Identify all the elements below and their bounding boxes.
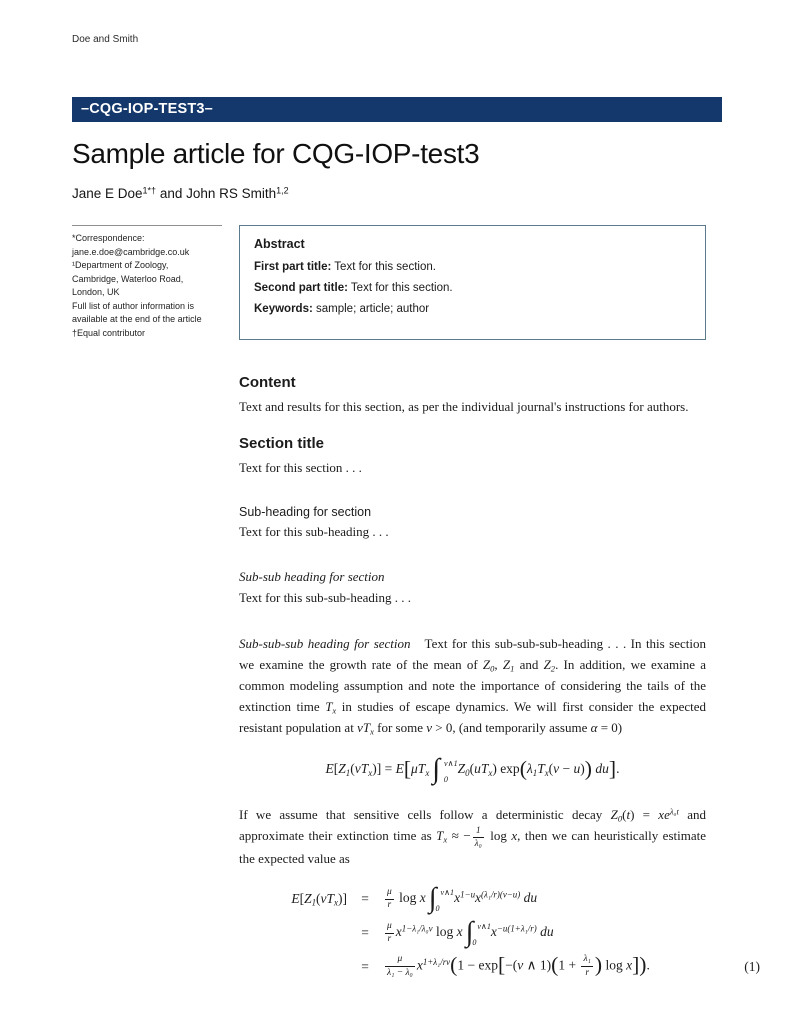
note-line-email: jane.e.doe@cambridge.co.uk (72, 246, 190, 257)
article-title: Sample article for CQG-IOP-test3 (72, 138, 480, 169)
section-title-heading: Section title (239, 435, 325, 452)
equation-number: (1) (744, 958, 760, 974)
left-gutter (72, 374, 222, 988)
abstract-heading: Abstract (254, 237, 305, 251)
abstract-row-second-part (254, 282, 691, 294)
abstract-row-text: Text for this section. (347, 282, 453, 294)
authors-separator: and (156, 186, 187, 201)
equals-sign: = (361, 891, 369, 907)
equation-row-1 (239, 883, 706, 915)
subsub-heading-body: Text for this sub-sub-heading . . . (239, 590, 412, 605)
content-heading: Content (239, 374, 296, 391)
equation-display: $E[Z_1(vT_x)] = E[\mu T_x$ ∫ v∧1 0 $Z_0(uT_x) \exp(\lambda_1T_x(v - u))$ du]. (325, 754, 620, 785)
note-line: Cambridge, Waterloo Road, (72, 273, 184, 284)
author-1-affiliation: 1*† (142, 185, 157, 196)
equation-row-2 (239, 917, 706, 949)
abstract-row-keywords (254, 303, 691, 315)
equals-sign: = (361, 958, 369, 974)
equation-row-3 (239, 953, 760, 978)
note-line: *Correspondence: (72, 233, 145, 243)
author-1: Jane E Doe (72, 186, 143, 201)
abstract-row-label: Keywords: (254, 303, 313, 315)
journal-banner: –CQG-IOP-TEST3– (72, 97, 722, 122)
abstract-row-text: Text for this section. (331, 261, 436, 273)
equation-rhs-2: $\frac{\mu}{r}$ $x^{1-\lambda_1/\lambda_0v}$ log x ∫ v∧1 0 $x^{-u(1+\lambda_1/r)}$ du (387, 917, 554, 949)
equation-array (239, 883, 760, 978)
main-column (239, 374, 760, 988)
equation-lhs: $E[Z_1(vT_x)]$ (291, 891, 347, 908)
abstract-row-label: Second part title: (254, 282, 348, 294)
subsub-heading: Sub-sub heading for section (239, 569, 385, 584)
note-line: Full list of author information is (72, 300, 195, 311)
authors-line (72, 186, 722, 201)
sub-heading-body: Text for this sub-heading . . . (239, 524, 389, 539)
abstract-row-text: sample; article; author (312, 303, 430, 315)
author-2-affiliation: 1,2 (276, 185, 289, 196)
subsubsub-paragraph: Sub-sub-sub heading for section Text for this sub-sub-sub-heading . . . In this section we examine the growth rate of the mean of $Z_0$, $Z_1$ and $Z_2$. In addition, we examine a common modeling assumption and note the importance of considering the tails of the extinction time $T_x$ in studies of escape dynamics. We will first consider the expected resistant population at $vT_x$ for some v > 0, (and temporarily assume α = 0) (239, 636, 707, 737)
intro-paragraph: If we assume that sensitive cells follow a deterministic decay $Z_0(t) = xe^{\lambda_0t}$ and approximate their extinction time as $T_x$ ≈ − $\frac{1}{\text{λ₀}}$ log x, then we can heuristically estimate the expected value as (239, 806, 706, 867)
note-line: available at the end of the article (72, 314, 202, 324)
section-body: Text for this section . . . (239, 460, 362, 475)
equation-rhs-3: $\frac{\mu}{\text{λ₁ − λ₀}}$ $x^{1+\lambda_1/rv}(1 - \exp[-(v$ ∧ 1)(1 + $\frac{\text{λ₁}}{r}$ ) log x]). (387, 953, 650, 978)
abstract-row-label: First part title: (254, 261, 332, 273)
note-line: †Equal contributor (72, 327, 146, 338)
abstract-box (239, 225, 706, 340)
note-line: ¹Department of Zoology, (72, 260, 169, 270)
running-head: Doe and Smith (72, 34, 139, 45)
main-row (72, 374, 760, 988)
equation-rhs-1: $\frac{\mu}{r}$ log x ∫ v∧1 0 $x^{1-u}x^{(\lambda_1/r)(v-u)}$ du (387, 883, 538, 915)
sub-heading: Sub-heading for section (239, 505, 372, 519)
author-2: John RS Smith (186, 186, 277, 201)
abstract-row-first-part (254, 261, 691, 273)
note-line: London, UK (72, 287, 120, 297)
content-body: Text and results for this section, as per the individual journal's instructions for authors. (239, 399, 689, 414)
info-row (72, 225, 722, 340)
correspondence-note (72, 225, 222, 340)
equals-sign: = (361, 925, 369, 941)
